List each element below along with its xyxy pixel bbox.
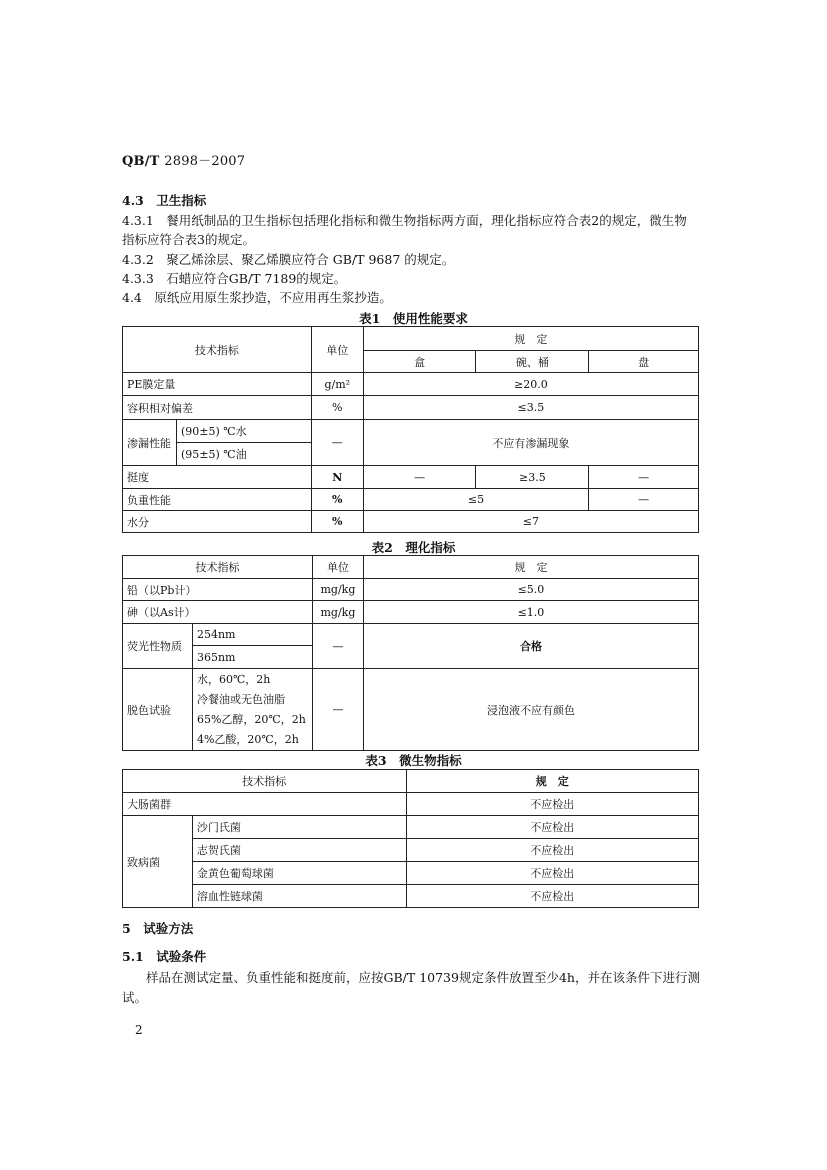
standard-code: QB/T 2898－2007 bbox=[122, 154, 246, 169]
table2-r4-value: 浸泡液不应有颜色 bbox=[363, 669, 698, 751]
table2-r4-unit: — bbox=[312, 669, 363, 751]
section-4-3-2: 4.3.2 聚乙烯涂层、聚乙烯膜应符合 GB/T 9687 的规定。 bbox=[122, 252, 455, 267]
section-5-1-para-line1: 样品在测试定量、负重性能和挺度前，应按GB/T 10739规定条件放置至少4h，并在该条件下进行测 bbox=[146, 970, 700, 985]
table1 bbox=[122, 326, 699, 533]
table1-r3-name: 渗漏性能 bbox=[123, 420, 177, 466]
section-4-3-heading: 4.3 卫生指标 bbox=[122, 193, 207, 208]
table2-r3-sub2: 365nm bbox=[192, 646, 312, 669]
table3-caption: 表3 微生物指标 bbox=[365, 753, 462, 768]
table2-r1-unit: mg/kg bbox=[312, 579, 363, 601]
table2-r3-sub1: 254nm bbox=[192, 624, 312, 646]
table1-r1-name: PE膜定量 bbox=[123, 373, 312, 396]
table2-r3-unit: — bbox=[312, 624, 363, 669]
table1-r3-unit: — bbox=[311, 420, 363, 466]
table1-r1-unit: g/m² bbox=[311, 373, 363, 396]
table1-r2-value: ≤3.5 bbox=[363, 396, 698, 420]
table1-r5-unit: % bbox=[311, 489, 363, 511]
table1-r3-sub1: (90±5) ℃水 bbox=[176, 420, 311, 443]
table3-r4-name: 金黄色葡萄球菌 bbox=[192, 862, 406, 885]
table2-r3-value: 合格 bbox=[363, 624, 698, 669]
table2-r2-unit: mg/kg bbox=[312, 601, 363, 624]
table1-header-box: 盒 bbox=[363, 351, 476, 373]
section-4-3-1-line1: 4.3.1 餐用纸制品的卫生指标包括理化指标和微生物指标两方面，理化指标应符合表2的规定，微生物 bbox=[122, 213, 687, 228]
section-4-3-1-line2: 指标应符合表3的规定。 bbox=[122, 232, 255, 247]
table1-r6-value: ≤7 bbox=[363, 511, 698, 533]
table2-r3-name: 荧光性物质 bbox=[123, 624, 193, 669]
section-4-4: 4.4 原纸应用原生浆抄造，不应用再生浆抄造。 bbox=[122, 290, 392, 305]
table1-header-indicator: 技术指标 bbox=[123, 327, 312, 373]
table3-header-indicator: 技术指标 bbox=[123, 770, 407, 793]
table1-header-bowl: 碗、桶 bbox=[476, 351, 589, 373]
table1-header-spec: 规 定 bbox=[363, 327, 698, 351]
table1-r5-name: 负重性能 bbox=[123, 489, 312, 511]
table1-r6-name: 水分 bbox=[123, 511, 312, 533]
page-number: 2 bbox=[135, 1023, 143, 1037]
table3-r1-name: 大肠菌群 bbox=[123, 793, 407, 816]
table1-r6-unit: % bbox=[311, 511, 363, 533]
table3-r3-value: 不应检出 bbox=[406, 839, 698, 862]
table1-header-plate: 盘 bbox=[589, 351, 699, 373]
table2-caption: 表2 理化指标 bbox=[371, 540, 456, 555]
section-5-1-heading: 5.1 试验条件 bbox=[122, 949, 207, 964]
table2-r4-sub3: 65%乙醇，20℃，2h bbox=[196, 712, 306, 726]
table2-r4-sub1: 水，60℃，2h bbox=[196, 672, 271, 686]
table3-group-pathogens: 致病菌 bbox=[123, 816, 193, 908]
table2-r4-sub2: 冷餐油或无色油脂 bbox=[196, 692, 285, 706]
table3-r3-name: 志贺氏菌 bbox=[192, 839, 406, 862]
table3-r2-name: 沙门氏菌 bbox=[192, 816, 406, 839]
table2-r2-value: ≤1.0 bbox=[363, 601, 698, 624]
table3-r2-value: 不应检出 bbox=[406, 816, 698, 839]
table1-r2-unit: % bbox=[311, 396, 363, 420]
table2-header-unit: 单位 bbox=[312, 556, 363, 579]
table3-r5-value: 不应检出 bbox=[406, 885, 698, 908]
table2-r4-name: 脱色试验 bbox=[123, 669, 193, 751]
section-5-1-para-line2: 试。 bbox=[122, 990, 148, 1005]
table1-r3-sub2: (95±5) ℃油 bbox=[176, 443, 311, 466]
table3-r1-value: 不应检出 bbox=[406, 793, 698, 816]
table1-r4-unit: N bbox=[311, 466, 363, 489]
table1-r5-plate: — bbox=[589, 489, 699, 511]
section-5-heading: 5 试验方法 bbox=[122, 921, 194, 936]
table2 bbox=[122, 555, 699, 751]
table2-r2-name: 砷（以As计） bbox=[123, 601, 313, 624]
table2-r4-sub4: 4%乙酸，20℃，2h bbox=[196, 732, 299, 746]
table2-r4-conditions bbox=[192, 669, 312, 751]
table1-caption: 表1 使用性能要求 bbox=[359, 311, 468, 326]
table1-r4-plate: — bbox=[589, 466, 699, 489]
table3-header-spec: 规 定 bbox=[406, 770, 698, 793]
table3-r5-name: 溶血性链球菌 bbox=[192, 885, 406, 908]
table1-r2-name: 容积相对偏差 bbox=[123, 396, 312, 420]
section-4-3-3: 4.3.3 石蜡应符合GB/T 7189的规定。 bbox=[122, 271, 347, 286]
table1-r4-box: — bbox=[363, 466, 476, 489]
table1-r1-value: ≥20.0 bbox=[363, 373, 698, 396]
table2-r1-value: ≤5.0 bbox=[363, 579, 698, 601]
table1-r4-name: 挺度 bbox=[123, 466, 312, 489]
table1-r4-bowl: ≥3.5 bbox=[476, 466, 589, 489]
table2-r1-name: 铅（以Pb计） bbox=[123, 579, 313, 601]
table1-header-unit: 单位 bbox=[311, 327, 363, 373]
table1-r5-value: ≤5 bbox=[363, 489, 589, 511]
table2-header-indicator: 技术指标 bbox=[123, 556, 313, 579]
table2-header-spec: 规 定 bbox=[363, 556, 698, 579]
table1-r3-value: 不应有渗漏现象 bbox=[363, 420, 698, 466]
table3-r4-value: 不应检出 bbox=[406, 862, 698, 885]
table3 bbox=[122, 769, 699, 908]
